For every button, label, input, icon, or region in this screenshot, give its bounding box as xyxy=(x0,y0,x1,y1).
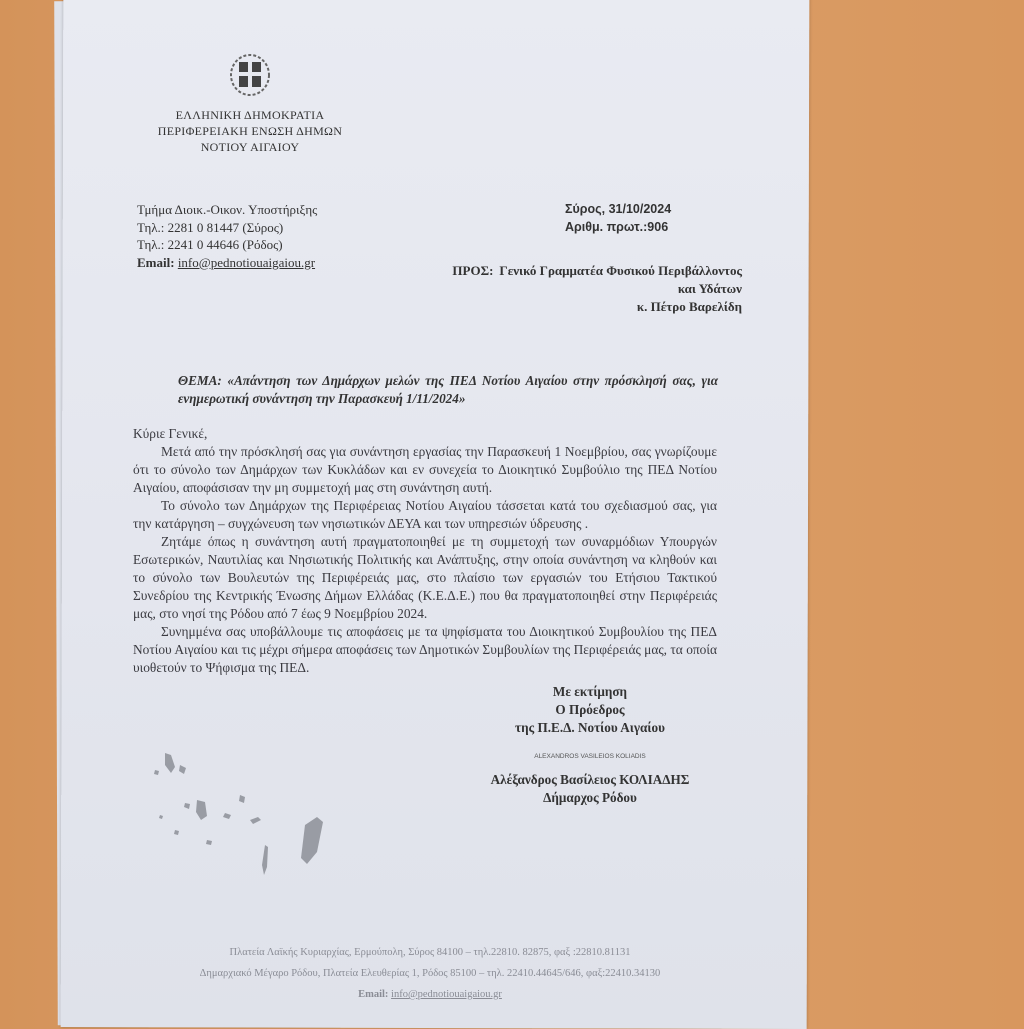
department: Τμήμα Διοικ.-Οικον. Υποστήριξης xyxy=(137,202,318,217)
signer-name: Αλέξανδρος Βασίλειος ΚΟΛΙΑΔΗΣ xyxy=(490,772,690,787)
subject-line: ΘΕΜΑ: «Απάντηση των Δημάρχων μελών της ΠΕΔ Νοτίου Αιγαίου στην πρόσκλησή σας, για ενημερωτική συνάντηση την Παρασκευή 1/11/2024» xyxy=(178,373,718,406)
organization-header xyxy=(120,107,380,155)
paragraph: Μετά από την πρόσκλησή σας για συνάντηση εργασίας την Παρασκευή 1 Νοεμβρίου, σας γνωρίζουμε ότι το σύνολο των Δημάρχων των Κυκλάδων και εν συνεχεία το Διοικητικό Συμβούλιο της ΠΕΔ Νοτίου Αιγαίου, αποφάσισαν την μη συμμετοχή μας στη συνάντηση αυτή. xyxy=(133,444,717,495)
recipient-block xyxy=(380,262,742,316)
sender-info xyxy=(137,201,317,271)
recipient-line: Γενικό Γραμματέα Φυσικού Περιβάλλοντος xyxy=(499,263,742,278)
email-link[interactable]: info@pednotiouaigaiou.gr xyxy=(177,254,316,270)
org-line: ΠΕΡΙΦΕΡΕΙΑΚΗ ΕΝΩΣΗ ΔΗΜΩΝ xyxy=(157,124,343,138)
footer-address-syros: Πλατεία Λαϊκής Κυριαρχίας, Ερμούπολη, Σύρος 84100 – τηλ.22810. 82875, φαξ :22810.81131 xyxy=(229,947,631,958)
recipient-line: κ. Πέτρο Βαρελίδη xyxy=(636,299,742,314)
protocol-number: Αριθμ. πρωτ.:906 xyxy=(565,220,669,234)
recipient-label: ΠΡΟΣ: xyxy=(452,263,494,278)
footer-address-rodos: Δημαρχιακό Μέγαρο Ρόδου, Πλατεία Ελευθερίας 1, Ρόδος 85100 – τηλ. 22410.44645/646, φαξ:22410.34130 xyxy=(199,968,661,979)
paragraph: Το σύνολο των Δημάρχων της Περιφέρειας Νοτίου Αιγαίου τάσσεται κατά του σχεδιασμού σας, για την κατάργηση – συγχώνευση των νησιωτικών ΔΕΥΑ και των υπηρεσιών ύδρευσης . xyxy=(133,498,717,531)
signature-block xyxy=(440,683,740,807)
place-date: Σύρος, 31/10/2024 xyxy=(565,202,672,216)
org-line: ΕΛΛΗΝΙΚΗ ΔΗΜΟΚΡΑΤΙΑ xyxy=(175,108,325,122)
signer-title: Ο Πρόεδρος xyxy=(555,702,625,717)
closing: Με εκτίμηση xyxy=(552,684,628,699)
south-aegean-map-icon xyxy=(145,745,345,895)
date-block xyxy=(565,200,671,236)
letter-body xyxy=(133,425,717,677)
letter-footer xyxy=(120,942,740,1005)
footer-email-link[interactable]: info@pednotiouaigaiou.gr xyxy=(391,989,502,1000)
recipient-line: και Υδάτων xyxy=(677,281,742,296)
greek-coat-of-arms-icon xyxy=(228,52,272,98)
footer-email-label: Email: xyxy=(358,989,389,1000)
email-label: Email: xyxy=(137,254,175,270)
signer-role: Δήμαρχος Ρόδου xyxy=(543,790,637,805)
org-line: ΝΟΤΙΟΥ ΑΙΓΑΙΟΥ xyxy=(200,140,300,154)
signer-title: της Π.Ε.Δ. Νοτίου Αιγαίου xyxy=(515,720,665,735)
paragraph: Συνημμένα σας υποβάλλουμε τις αποφάσεις με τα ψηφίσματα του Διοικητικού Συμβουλίου της ΠΕΔ Νοτίου Αιγαίου και τις μέχρι σήμερα αποφάσεις των Δημοτικών Συμβουλίων της Περιφέρειάς μας, τα οποία υιοθετούν το Ψήφισμα της ΠΕΔ. xyxy=(133,624,717,675)
greeting: Κύριε Γενικέ, xyxy=(133,426,208,441)
phone-rodos: Τηλ.: 2241 0 44646 (Ρόδος) xyxy=(137,237,283,252)
digital-signature-stamp: ALEXANDROS VASILEIOS KOLIADIS xyxy=(534,753,646,760)
phone-syros: Τηλ.: 2281 0 81447 (Σύρος) xyxy=(137,219,284,235)
paragraph: Ζητάμε όπως η συνάντηση αυτή πραγματοποιηθεί με τη συμμετοχή των συναρμόδιων Υπουργών Εσωτερικών, Ναυτιλίας και Νησιωτικής Πολιτικής και Ανάπτυξης, στην οποία συνάντηση να κληθούν και το σύνολο των Βουλευτών της Περιφέρειάς μας, στο πλαίσιο των εργασιών του Ετήσιου Τακτικού Συνεδρίου της Κεντρικής Ένωσης Δήμων Ελλάδας (Κ.Ε.Δ.Ε.) που θα πραγματοποιηθεί στην Περιφέρειάς μας, στο νησί της Ρόδου από 7 έως 9 Νοεμβρίου 2024. xyxy=(133,534,717,621)
